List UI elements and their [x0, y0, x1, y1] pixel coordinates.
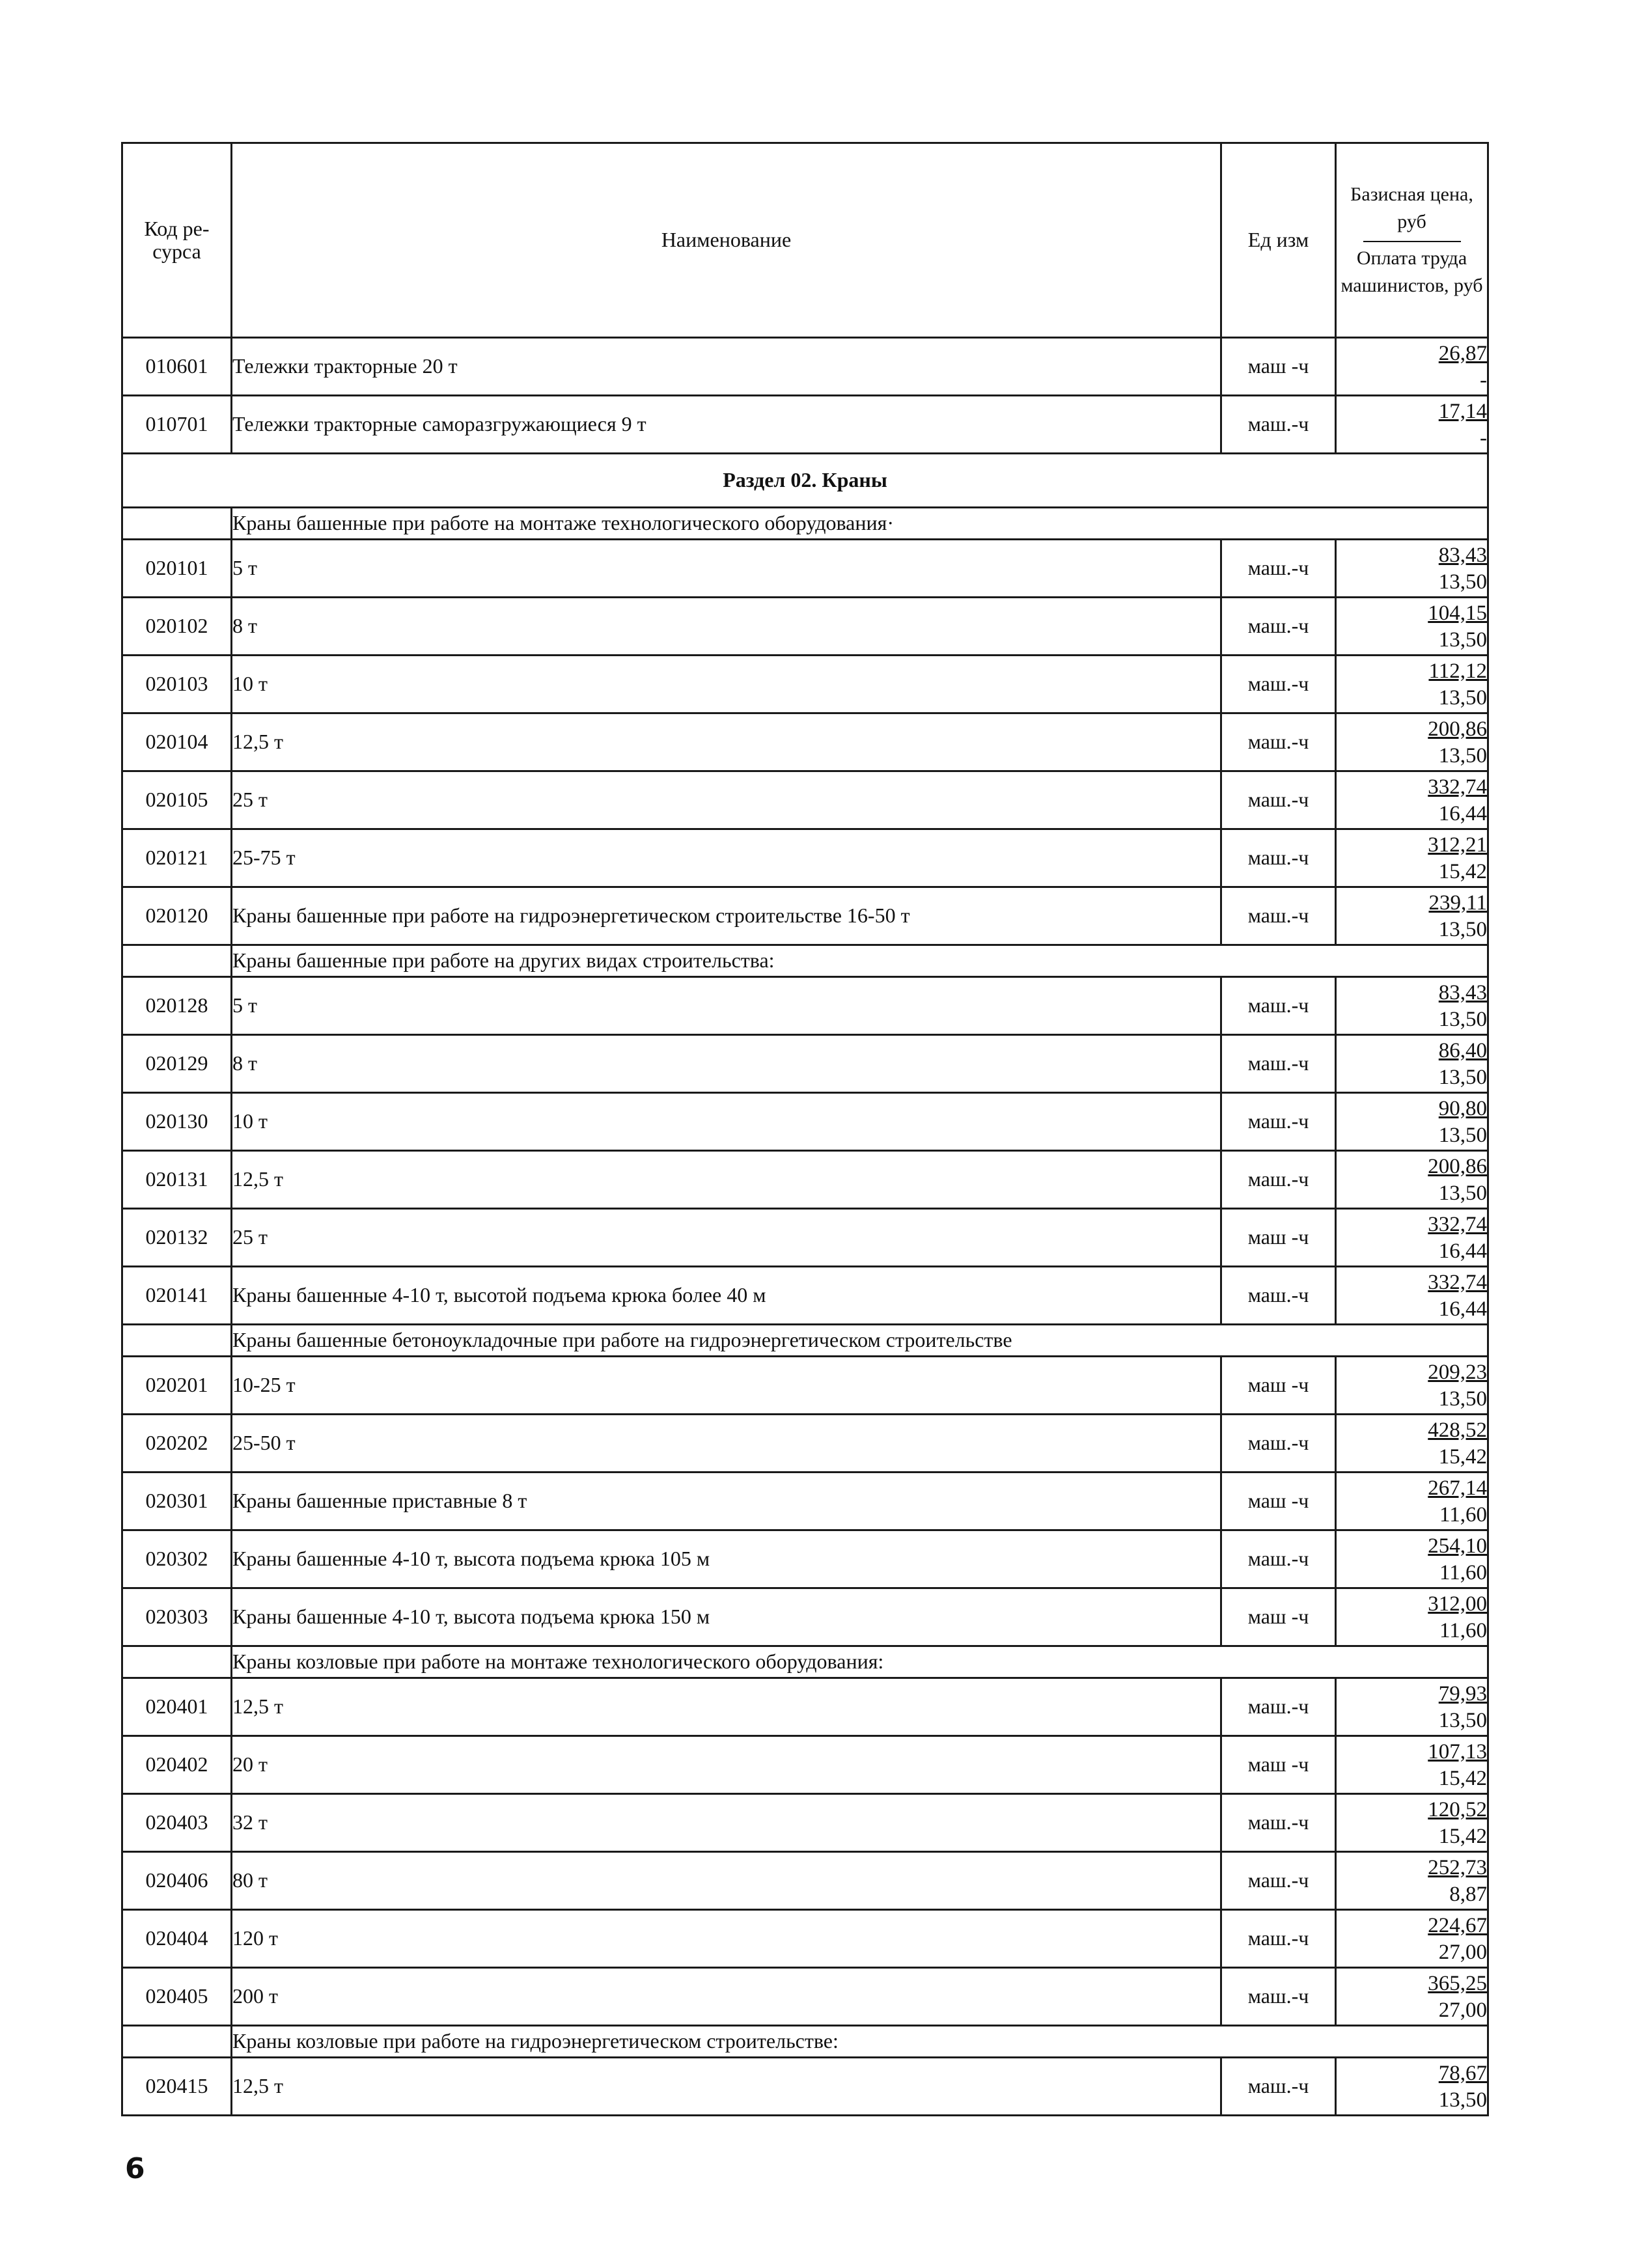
row-price [1336, 977, 1488, 1035]
row-name: Краны башенные 4-10 т, высотой подъема крюка более 40 м [232, 1267, 1221, 1325]
wage-price: 13,50 [1438, 744, 1487, 768]
table-row [122, 1415, 1488, 1473]
base-price: 78,67 [1438, 2062, 1487, 2085]
header-unit: Ед изм [1221, 143, 1336, 338]
row-name: 200 т [232, 1968, 1221, 2026]
row-unit: маш.-ч [1221, 656, 1336, 713]
wage-price: - [1480, 368, 1487, 392]
row-unit: маш.-ч [1221, 1852, 1336, 1910]
base-price: 79,93 [1438, 1682, 1487, 1706]
row-code: 020105 [122, 771, 232, 829]
row-name: 10 т [232, 1093, 1221, 1151]
table-row [122, 1035, 1488, 1093]
table-row [122, 1151, 1488, 1209]
table-row [122, 887, 1488, 945]
group-heading: Краны башенные при работе на монтаже технологического оборудования· [232, 508, 1488, 540]
base-price: 120,52 [1428, 1798, 1487, 1821]
row-name: 25 т [232, 771, 1221, 829]
row-price [1336, 713, 1488, 771]
table-row [122, 1852, 1488, 1910]
row-price [1336, 1968, 1488, 2026]
base-price: 86,40 [1438, 1039, 1487, 1062]
row-name: 8 т [232, 598, 1221, 656]
base-price: 365,25 [1428, 1972, 1487, 1995]
row-unit: маш -ч [1221, 338, 1336, 396]
row-price [1336, 396, 1488, 454]
table-row [122, 2058, 1488, 2116]
row-unit: маш.-ч [1221, 977, 1336, 1035]
row-code: 020303 [122, 1588, 232, 1646]
wage-price: 13,50 [1438, 570, 1487, 594]
row-code: 020141 [122, 1267, 232, 1325]
row-price [1336, 1151, 1488, 1209]
wage-price: 27,00 [1438, 1941, 1487, 1964]
base-price: 239,11 [1428, 891, 1487, 915]
group-heading-row [122, 508, 1488, 540]
base-price: 200,86 [1428, 717, 1487, 741]
row-name: 12,5 т [232, 1678, 1221, 1736]
base-price: 332,74 [1428, 1213, 1487, 1236]
header-code: Код ре-сурса [122, 143, 232, 338]
base-price: 104,15 [1428, 602, 1487, 625]
row-name: 25-50 т [232, 1415, 1221, 1473]
row-name: 10-25 т [232, 1357, 1221, 1415]
table-row [122, 1794, 1488, 1852]
wage-price: 15,42 [1438, 1767, 1487, 1790]
row-unit: маш -ч [1221, 1588, 1336, 1646]
base-price: 200,86 [1428, 1155, 1487, 1178]
section-title: Раздел 02. Краны [122, 454, 1488, 508]
row-name: Краны башенные приставные 8 т [232, 1473, 1221, 1530]
base-price: 26,87 [1438, 342, 1487, 365]
wage-price: 13,50 [1438, 2088, 1487, 2112]
row-code: 020402 [122, 1736, 232, 1794]
row-unit: маш -ч [1221, 1209, 1336, 1267]
row-name: 32 т [232, 1794, 1221, 1852]
resource-price-table [121, 142, 1489, 2116]
table-row [122, 1678, 1488, 1736]
group-heading: Краны козловые при работе на монтаже технологического оборудования: [232, 1646, 1488, 1678]
row-price [1336, 1267, 1488, 1325]
table-row [122, 1530, 1488, 1588]
base-price: 428,52 [1428, 1418, 1487, 1442]
row-name: 12,5 т [232, 1151, 1221, 1209]
row-price [1336, 1736, 1488, 1794]
section-title-row [122, 454, 1488, 508]
wage-price: 15,42 [1438, 860, 1487, 883]
row-name: Краны башенные 4-10 т, высота подъема крюка 105 м [232, 1530, 1221, 1588]
table-row [122, 977, 1488, 1035]
base-price: 332,74 [1428, 775, 1487, 799]
base-price: 267,14 [1428, 1476, 1487, 1500]
base-price: 17,14 [1438, 400, 1487, 423]
group-heading-row [122, 945, 1488, 977]
wage-price: 15,42 [1438, 1825, 1487, 1848]
table-row [122, 540, 1488, 598]
wage-price: 13,50 [1438, 686, 1487, 710]
table-row [122, 396, 1488, 454]
blank-cell [122, 508, 232, 540]
row-code: 020201 [122, 1357, 232, 1415]
row-name: Тележки тракторные саморазгружающиеся 9 т [232, 396, 1221, 454]
row-code: 010601 [122, 338, 232, 396]
header-price [1336, 143, 1488, 338]
base-price: 252,73 [1428, 1856, 1487, 1879]
wage-price: 16,44 [1438, 1239, 1487, 1263]
table-row [122, 1093, 1488, 1151]
row-code: 020102 [122, 598, 232, 656]
group-heading: Краны козловые при работе на гидроэнергетическом строительстве: [232, 2026, 1488, 2058]
row-unit: маш.-ч [1221, 1794, 1336, 1852]
wage-price: 15,42 [1438, 1445, 1487, 1469]
wage-price: 8,87 [1449, 1883, 1487, 1906]
row-price [1336, 1530, 1488, 1588]
table-row [122, 1968, 1488, 2026]
row-code: 020128 [122, 977, 232, 1035]
blank-cell [122, 1646, 232, 1678]
group-heading-row [122, 2026, 1488, 2058]
row-code: 020415 [122, 2058, 232, 2116]
wage-price: 13,50 [1438, 1709, 1487, 1732]
row-unit: маш.-ч [1221, 598, 1336, 656]
row-name: Краны башенные 4-10 т, высота подъема крюка 150 м [232, 1588, 1221, 1646]
table-row [122, 713, 1488, 771]
wage-price: 13,50 [1438, 1008, 1487, 1031]
row-code: 020129 [122, 1035, 232, 1093]
header-price-base: Базисная цена, руб [1350, 184, 1473, 232]
row-name: 12,5 т [232, 713, 1221, 771]
row-code: 020104 [122, 713, 232, 771]
table-row [122, 1588, 1488, 1646]
header-name: Наименование [232, 143, 1221, 338]
row-unit: маш.-ч [1221, 1151, 1336, 1209]
table-row [122, 656, 1488, 713]
table-row [122, 1473, 1488, 1530]
row-unit: маш.-ч [1221, 2058, 1336, 2116]
page-number: 6 [125, 2152, 145, 2185]
row-unit: маш.-ч [1221, 396, 1336, 454]
base-price: 112,12 [1428, 659, 1487, 683]
row-price [1336, 1794, 1488, 1852]
base-price: 83,43 [1438, 981, 1487, 1004]
row-unit: маш.-ч [1221, 1035, 1336, 1093]
table-row [122, 829, 1488, 887]
table-row [122, 598, 1488, 656]
row-name: 12,5 т [232, 2058, 1221, 2116]
wage-price: 13,50 [1438, 1182, 1487, 1205]
row-unit: маш.-ч [1221, 1267, 1336, 1325]
row-price [1336, 598, 1488, 656]
row-name: 80 т [232, 1852, 1221, 1910]
group-heading-row [122, 1646, 1488, 1678]
row-price [1336, 540, 1488, 598]
row-name: 25 т [232, 1209, 1221, 1267]
row-code: 010701 [122, 396, 232, 454]
row-code: 020132 [122, 1209, 232, 1267]
row-unit: маш.-ч [1221, 1093, 1336, 1151]
base-price: 332,74 [1428, 1271, 1487, 1294]
row-code: 020301 [122, 1473, 232, 1530]
row-name: 5 т [232, 540, 1221, 598]
row-price [1336, 887, 1488, 945]
group-heading: Краны башенные бетоноукладочные при работе на гидроэнергетическом строительстве [232, 1325, 1488, 1357]
row-unit: маш -ч [1221, 1736, 1336, 1794]
row-unit: маш.-ч [1221, 1678, 1336, 1736]
row-name: 5 т [232, 977, 1221, 1035]
row-unit: маш.-ч [1221, 1530, 1336, 1588]
row-price [1336, 656, 1488, 713]
row-price [1336, 1588, 1488, 1646]
row-code: 020405 [122, 1968, 232, 2026]
row-price [1336, 1209, 1488, 1267]
row-name: 8 т [232, 1035, 1221, 1093]
row-unit: маш -ч [1221, 1473, 1336, 1530]
base-price: 209,23 [1428, 1361, 1487, 1384]
table-row [122, 771, 1488, 829]
row-price [1336, 829, 1488, 887]
row-name: 20 т [232, 1736, 1221, 1794]
wage-price: 11,60 [1439, 1503, 1487, 1527]
row-price [1336, 338, 1488, 396]
row-price [1336, 1852, 1488, 1910]
row-unit: маш.-ч [1221, 1415, 1336, 1473]
row-name: 25-75 т [232, 829, 1221, 887]
header-price-divider [1363, 241, 1461, 242]
blank-cell [122, 2026, 232, 2058]
table-row [122, 338, 1488, 396]
table-row [122, 1357, 1488, 1415]
blank-cell [122, 1325, 232, 1357]
group-heading-row [122, 1325, 1488, 1357]
wage-price: 16,44 [1438, 802, 1487, 825]
row-unit: маш.-ч [1221, 1910, 1336, 1968]
row-unit: маш.-ч [1221, 887, 1336, 945]
row-price [1336, 2058, 1488, 2116]
wage-price: - [1480, 426, 1487, 450]
row-name: 10 т [232, 656, 1221, 713]
row-unit: маш.-ч [1221, 1968, 1336, 2026]
row-code: 020302 [122, 1530, 232, 1588]
row-code: 020103 [122, 656, 232, 713]
row-code: 020120 [122, 887, 232, 945]
wage-price: 13,50 [1438, 1387, 1487, 1411]
row-price [1336, 1910, 1488, 1968]
row-unit: маш.-ч [1221, 713, 1336, 771]
row-code: 020121 [122, 829, 232, 887]
base-price: 107,13 [1428, 1740, 1487, 1763]
wage-price: 13,50 [1438, 918, 1487, 941]
row-name: 120 т [232, 1910, 1221, 1968]
row-price [1336, 1035, 1488, 1093]
row-price [1336, 1093, 1488, 1151]
base-price: 83,43 [1438, 544, 1487, 567]
base-price: 312,21 [1428, 833, 1487, 857]
row-code: 020130 [122, 1093, 232, 1151]
group-heading: Краны башенные при работе на других видах строительства: [232, 945, 1488, 977]
wage-price: 11,60 [1439, 1561, 1487, 1584]
row-price [1336, 771, 1488, 829]
wage-price: 13,50 [1438, 1124, 1487, 1147]
row-code: 020101 [122, 540, 232, 598]
wage-price: 13,50 [1438, 628, 1487, 652]
row-code: 020403 [122, 1794, 232, 1852]
base-price: 312,00 [1428, 1592, 1487, 1616]
row-price [1336, 1415, 1488, 1473]
table-row [122, 1910, 1488, 1968]
row-code: 020406 [122, 1852, 232, 1910]
table-row [122, 1736, 1488, 1794]
base-price: 224,67 [1428, 1914, 1487, 1937]
wage-price: 27,00 [1438, 1998, 1487, 2022]
wage-price: 13,50 [1438, 1066, 1487, 1089]
row-unit: маш -ч [1221, 1357, 1336, 1415]
row-code: 020401 [122, 1678, 232, 1736]
row-unit: маш.-ч [1221, 540, 1336, 598]
row-unit: маш.-ч [1221, 771, 1336, 829]
wage-price: 11,60 [1439, 1619, 1487, 1642]
base-price: 90,80 [1438, 1097, 1487, 1120]
blank-cell [122, 945, 232, 977]
row-code: 020404 [122, 1910, 232, 1968]
header-price-wage: Оплата труда машинистов, руб [1340, 247, 1483, 296]
row-code: 020131 [122, 1151, 232, 1209]
table-row [122, 1209, 1488, 1267]
table-header-row [122, 143, 1488, 338]
row-code: 020202 [122, 1415, 232, 1473]
row-price [1336, 1678, 1488, 1736]
row-name: Краны башенные при работе на гидроэнергетическом строительстве 16-50 т [232, 887, 1221, 945]
row-name: Тележки тракторные 20 т [232, 338, 1221, 396]
base-price: 254,10 [1428, 1534, 1487, 1558]
row-unit: маш.-ч [1221, 829, 1336, 887]
row-price [1336, 1473, 1488, 1530]
table-row [122, 1267, 1488, 1325]
wage-price: 16,44 [1438, 1297, 1487, 1321]
row-price [1336, 1357, 1488, 1415]
